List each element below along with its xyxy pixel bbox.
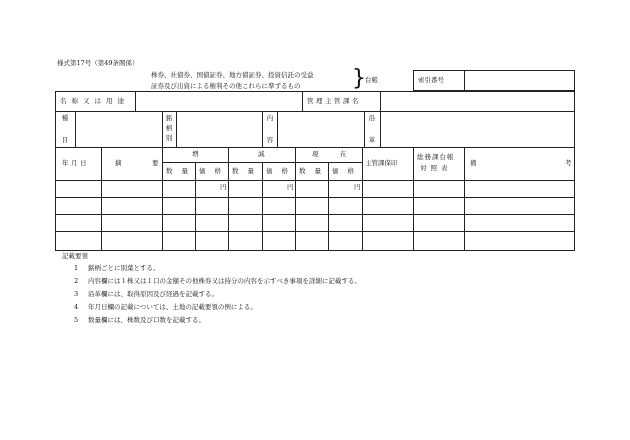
col-qty-dec: 数量: [232, 167, 263, 175]
col-summary-a: 摘: [115, 159, 122, 167]
note-text: 数量欄には、株数及び口数を記載する。: [88, 316, 205, 324]
title-suffix: 台帳: [365, 76, 378, 84]
name-or-purpose-label: 名称又は用途: [60, 97, 129, 105]
note-number: 2: [74, 277, 79, 285]
managing-dept-field[interactable]: [385, 94, 570, 108]
note-number: 4: [74, 303, 79, 311]
title-brace: }: [352, 66, 366, 91]
notes-title: 記載要領: [62, 252, 88, 260]
col-date: 年月日: [62, 159, 89, 167]
col-increase: 増: [192, 150, 199, 158]
title-line-1: 株券、社債券、国債証券、地方債証券、投資信託の受益: [151, 71, 314, 79]
col-summary-b: 要: [152, 159, 159, 167]
note-number: 1: [74, 264, 79, 272]
col-price-inc: 価格: [199, 167, 230, 175]
name-or-purpose-field[interactable]: [140, 94, 298, 108]
brand-field[interactable]: [180, 114, 259, 144]
managing-dept-label: 管理主管課名: [307, 97, 361, 105]
col-seal: 主管課保印: [365, 159, 398, 167]
note-text: 沿革欄には、取得原因及び経過を記載する。: [88, 290, 218, 298]
history-field[interactable]: [384, 114, 572, 144]
title-line-2: 証券及び出資による権利その他これらに準ずるもの: [151, 82, 301, 90]
col-general-ledger-2: 対照表: [420, 164, 452, 172]
note-number: 3: [74, 290, 79, 298]
note-number: 5: [74, 316, 79, 324]
col-price-present: 価格: [332, 167, 363, 175]
note-text: 年月日欄の記載については、土地の記載要領の例による。: [88, 303, 257, 311]
note-text: 銘柄ごとに別葉とする。: [88, 264, 160, 272]
index-number-label: 索引番号: [418, 76, 444, 84]
index-number-field[interactable]: [470, 73, 570, 88]
content-field[interactable]: [281, 114, 361, 144]
yen-increase: 円: [220, 183, 227, 191]
form-number: 様式第17号（第49条関係）: [57, 59, 139, 67]
col-decrease: 減: [258, 150, 265, 158]
col-qty-inc: 数量: [166, 167, 197, 175]
col-general-ledger-1: 総務課台帳: [417, 153, 455, 161]
history-label: 沿 革: [368, 114, 376, 144]
col-present-b: 在: [340, 150, 347, 158]
content-label: 内 容: [266, 114, 274, 144]
kind-field[interactable]: [79, 114, 159, 144]
col-remarks-a: 備: [470, 159, 477, 167]
kind-label: 種 目: [61, 114, 69, 144]
col-qty-present: 数量: [299, 167, 330, 175]
col-present-a: 現: [312, 150, 319, 158]
yen-present: 円: [354, 183, 361, 191]
note-text: 内容欄には１株又は１口の金額その他株券又は持分の内容を示すべき事項を詳細に記載する。: [88, 277, 361, 285]
yen-decrease: 円: [287, 183, 294, 191]
col-price-dec: 価格: [266, 167, 297, 175]
col-remarks-b: 考: [565, 159, 572, 167]
brand-label: 銘 柄 別: [165, 114, 173, 142]
